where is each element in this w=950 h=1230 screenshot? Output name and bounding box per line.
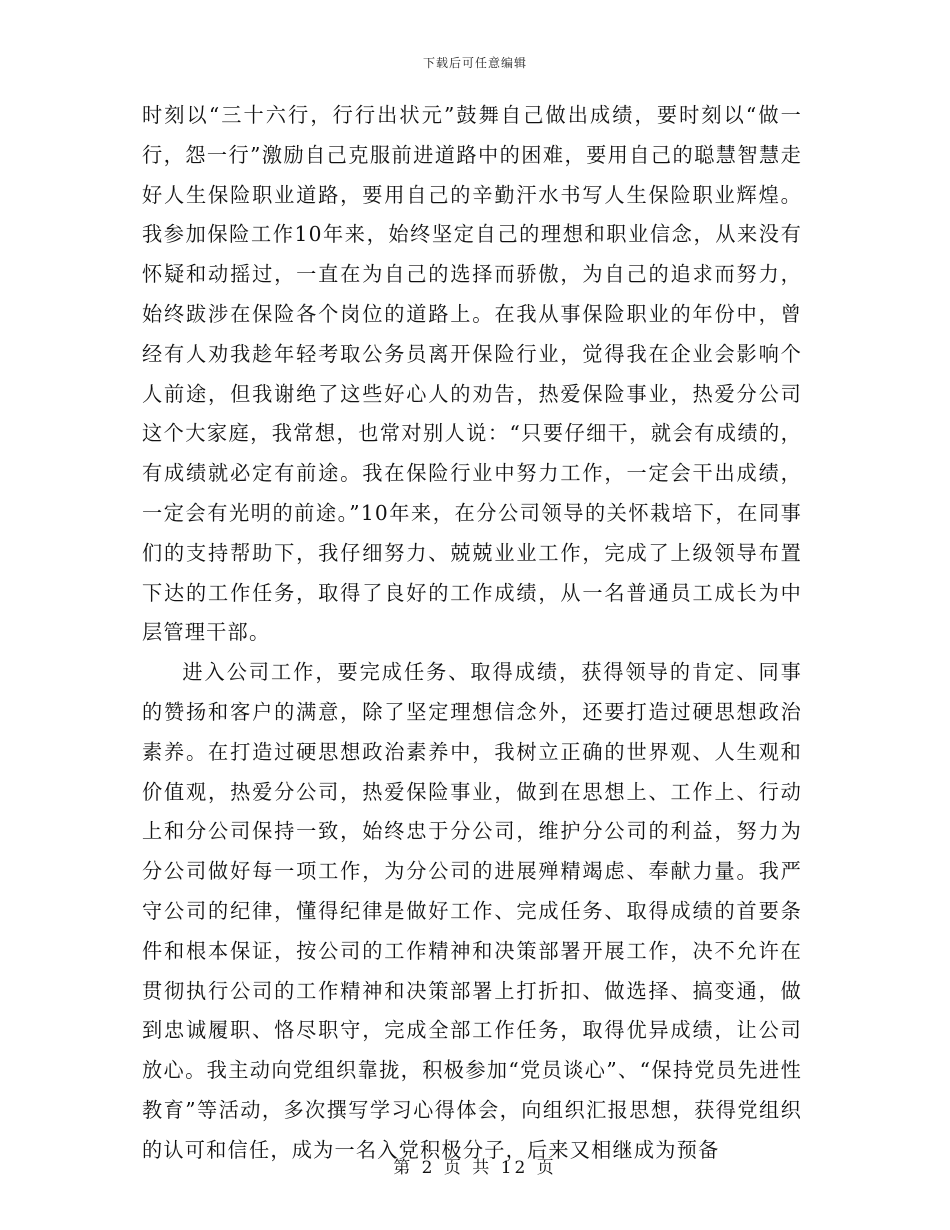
body-text [142, 96, 802, 1171]
paragraph-1: 时刻以“三十六行，行行出状元”鼓舞自己做出成绩，要时刻以“做一行，怨一行”激励自己克服前进道路中的困难，要用自己的聪慧智慧走好人生保险职业道路，要用自己的辛勤汗水书写人生保险职业辉煌。我参加保险工作10年来，始终坚定自己的理想和职业信念，从来没有怀疑和动摇过，一直在为自己的选择而骄傲，为自己的追求而努力，始终跋涉在保险各个岗位的道路上。在我从事保险职业的年份中，曾经有人劝我趁年轻考取公务员离开保险行业，觉得我在企业会影响个人前途，但我谢绝了这些好心人的劝告，热爱保险事业，热爱分公司这个大家庭，我常想，也常对别人说：“只要仔细干，就会有成绩的，有成绩就必定有前途。我在保险行业中努力工作，一定会干出成绩，一定会有光明的前途。”10年来，在分公司领导的关怀栽培下，在同事们的支持帮助下，我仔细努力、兢兢业业工作，完成了上级领导布置下达的工作任务，取得了良好的工作成绩，从一名普通员工成长为中层管理干部。 [142, 103, 802, 645]
page-header: 下载后可任意编辑 [422, 56, 527, 70]
page-footer: 第 2 页 共 12 页 [393, 1158, 557, 1178]
paragraph-2: 进入公司工作，要完成任务、取得成绩，获得领导的肯定、同事的赞扬和客户的满意，除了坚定理想信念外，还要打造过硬思想政治素养。在打造过硬思想政治素养中，我树立正确的世界观、人生观和价值观，热爱分公司，热爱保险事业，做到在思想上、工作上、行动上和分公司保持一致，始终忠于分公司，维护分公司的利益，努力为分公司做好每一项工作，为分公司的进展殚精竭虑、奉献力量。我严守公司的纪律，懂得纪律是做好工作、完成任务、取得成绩的首要条件和根本保证，按公司的工作精神和决策部署开展工作，决不允许在贯彻执行公司的工作精神和决策部署上打折扣、做选择、搞变通，做到忠诚履职、恪尽职守，完成全部工作任务，取得优异成绩，让公司放心。我主动向党组织靠拢，积极参加“党员谈心”、“保持党员先进性教育”等活动，多次撰写学习心得体会，向组织汇报思想，获得党组织的认可和信任，成为一名入党积极分子，后来又相继成为预备 [142, 660, 802, 1162]
